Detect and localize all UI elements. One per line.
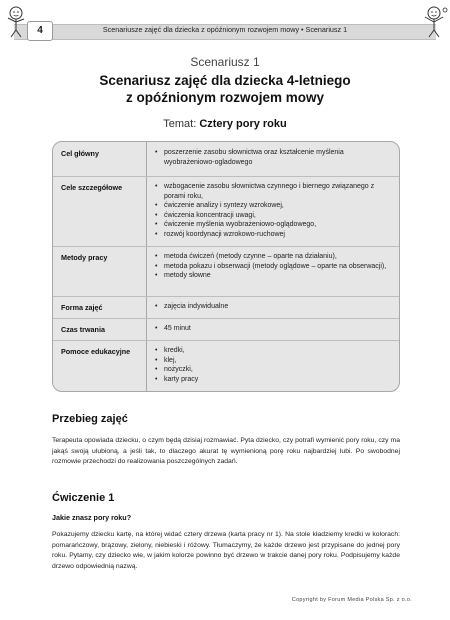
list-item: • metody słowne xyxy=(155,271,393,281)
list-item: • metoda ćwiczeń (metody czynne – oparte na działaniu), xyxy=(155,252,393,262)
document-title xyxy=(0,72,450,106)
flow-paragraph: Terapeuta opowiada dziecku, o czym będą dzisiaj rozmawiać. Pyta dziecko, czy potrafi wymienić pory roku, czy ma jakąś swoją ulubioną, a jeśli tak, to dlaczego akurat tę wymienioną porę roku najbardziej lubi. Po swobodnej rozmowie przechodzi do realizowania poszczególnych zadań. xyxy=(52,437,400,465)
list-item: • nożyczki, xyxy=(155,365,393,375)
info-row-aids xyxy=(53,340,399,391)
title-line-1: Scenariusz zajęć dla dziecka 4-letniego xyxy=(99,73,351,88)
section-heading-exercise-1: Ćwiczenie 1 xyxy=(52,492,115,504)
info-label: Cele szczegółowe xyxy=(61,183,123,192)
list-item: • ćwiczenie analizy i syntezy wzrokowej, xyxy=(155,201,393,211)
footer-copyright: Copyright by Forum Media Polska Sp. z o.o. xyxy=(291,597,412,603)
info-label: Forma zajęć xyxy=(61,303,103,312)
info-row-form xyxy=(53,296,399,319)
exercise-question: Jakie znasz pory roku? xyxy=(52,513,132,522)
subject-prefix: Temat: xyxy=(163,118,197,130)
list-item: • karty pracy xyxy=(155,375,393,385)
exercise-paragraph: Pokazujemy dziecku kartę, na której widać cztery drzewa (karta pracy nr 1). Na stole kładziemy kredki w kolorach: pomarańczowy, brązowy, zielony, niebieski i różowy. Tłumaczymy, że każde drzewo jest przypisane do jednej pory roku. Pytamy, czy dziecko wie, w jakim kolorze powinno być drzewo w trakcie danej pory roku. Podpisujemy każde drzewo odpowiednią nazwą. xyxy=(52,531,400,570)
info-list xyxy=(155,324,393,334)
list-item: • klej, xyxy=(155,356,393,366)
info-label: Cel główny xyxy=(61,149,99,158)
list-item: • rozwój koordynacji wzrokowo-ruchowej xyxy=(155,230,393,240)
list-item: • ćwiczenia koncentracji uwagi, xyxy=(155,211,393,221)
info-list xyxy=(155,148,393,167)
child-drawing-right xyxy=(420,4,448,38)
info-row-specific-goals xyxy=(53,176,399,247)
lesson-info-table xyxy=(52,141,400,392)
info-list xyxy=(155,182,393,239)
list-item: • 45 minut xyxy=(155,324,393,334)
title-line-2: z opóźnionym rozwojem mowy xyxy=(125,90,324,105)
running-title: Scenariusze zajęć dla dziecka z opóźnionym rozwojem mowy • Scenariusz 1 xyxy=(102,25,348,34)
list-item: • wzbogacenie zasobu słownictwa czynnego i biernego związanego z porami roku, xyxy=(155,182,393,201)
info-row-main-goal xyxy=(53,142,399,177)
info-label: Pomoce edukacyjne xyxy=(61,347,131,356)
page-number: 4 xyxy=(27,21,53,41)
info-label: Metody pracy xyxy=(61,253,108,262)
subject-line xyxy=(0,118,450,130)
list-item: • ćwiczenie myślenia wyobrażeniowo-oglądowego, xyxy=(155,220,393,230)
info-row-methods xyxy=(53,246,399,297)
list-item: • kredki, xyxy=(155,346,393,356)
info-row-duration xyxy=(53,318,399,341)
subject-title: Cztery pory roku xyxy=(199,118,287,130)
list-item: • zajęcia indywidualne xyxy=(155,302,393,312)
info-label: Czas trwania xyxy=(61,325,105,334)
section-heading-flow: Przebieg zajęć xyxy=(52,413,128,425)
scenario-label: Scenariusz 1 xyxy=(190,55,260,69)
info-list xyxy=(155,252,393,281)
info-list xyxy=(155,346,393,384)
info-list xyxy=(155,302,393,312)
list-item: • poszerzenie zasobu słownictwa oraz kształcenie myślenia wyobrażeniowo-ogladowego xyxy=(155,148,393,167)
list-item: • metoda pokazu i obserwacji (metody oglądowe – oparte na obserwacji), xyxy=(155,262,393,272)
